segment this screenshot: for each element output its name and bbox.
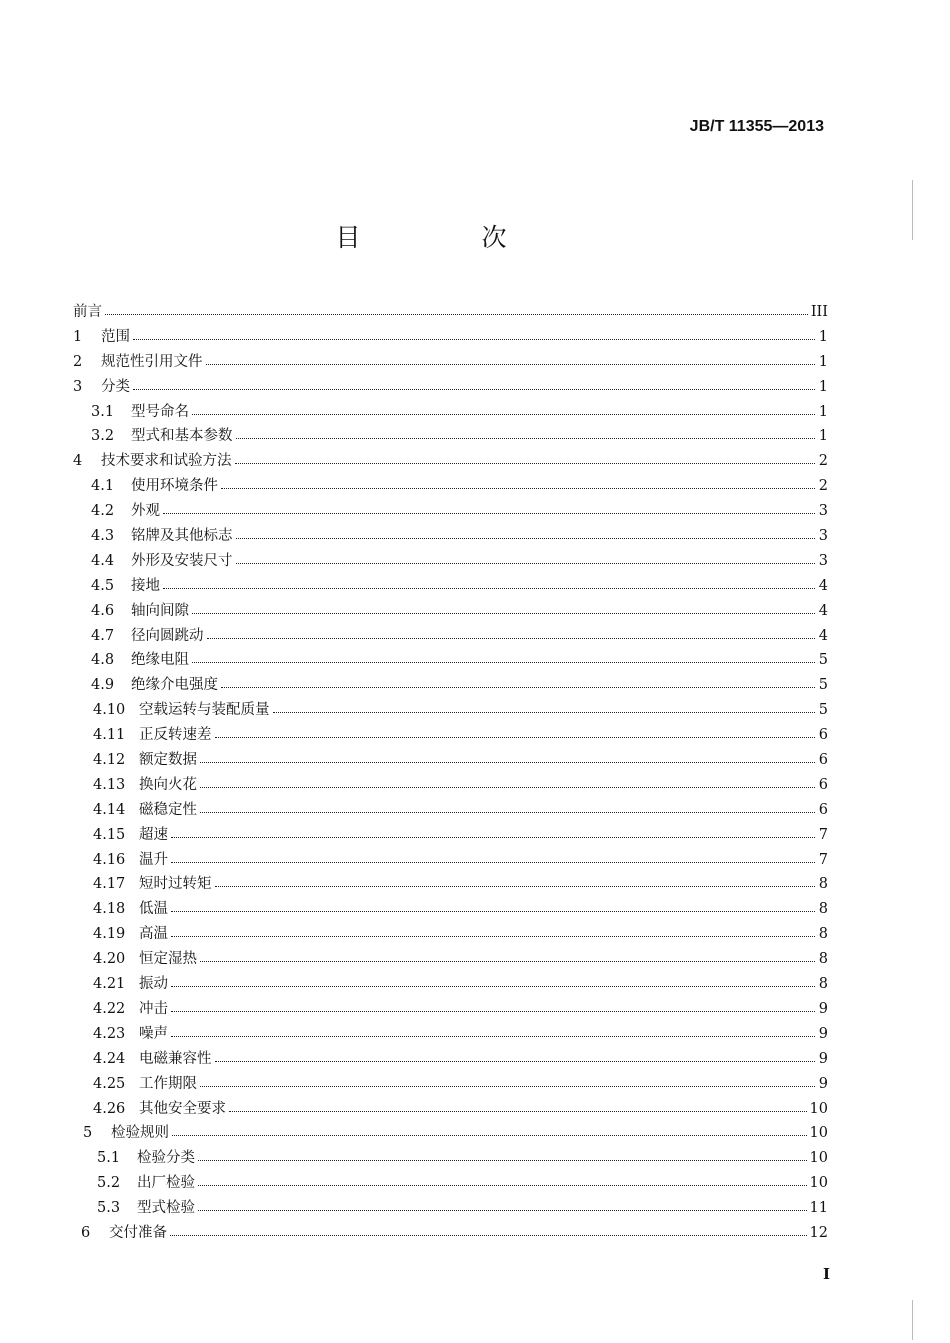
toc-entry-label: 恒定湿热 xyxy=(139,951,197,968)
toc-entry-number: 4.1 xyxy=(91,478,115,495)
toc-entry-page: 7 xyxy=(818,851,828,868)
toc-entry[interactable] xyxy=(73,545,828,570)
toc-leader-dots xyxy=(221,487,815,489)
toc-entry-label: 超速 xyxy=(139,826,168,843)
toc-entry-page: 6 xyxy=(818,776,828,793)
toc-leader-dots xyxy=(171,836,815,838)
toc-entry-label: 磁稳定性 xyxy=(139,801,197,818)
table-of-contents xyxy=(73,296,828,1242)
toc-entry-label: 电磁兼容性 xyxy=(139,1050,212,1067)
page-number: I xyxy=(822,1265,830,1283)
toc-entry-number: 5.2 xyxy=(97,1175,121,1192)
toc-entry-page: 12 xyxy=(809,1224,828,1241)
toc-entry[interactable] xyxy=(73,719,828,744)
toc-leader-dots xyxy=(198,1184,807,1186)
toc-entry-number: 3 xyxy=(73,378,83,395)
toc-entry-number: 5 xyxy=(83,1125,93,1142)
toc-entry-label: 铭牌及其他标志 xyxy=(131,528,233,545)
toc-entry[interactable] xyxy=(73,1142,828,1167)
toc-entry[interactable] xyxy=(73,868,828,893)
toc-leader-dots xyxy=(236,537,816,539)
toc-entry-number: 4.14 xyxy=(93,801,126,818)
toc-leader-dots xyxy=(198,1159,807,1161)
toc-entry-number: 4.12 xyxy=(93,752,126,769)
margin-mark xyxy=(912,180,913,240)
toc-entry-page: 6 xyxy=(818,727,828,744)
toc-entry[interactable] xyxy=(73,644,828,669)
toc-entry-number: 4.4 xyxy=(91,552,115,569)
toc-entry-number: 6 xyxy=(81,1224,91,1241)
toc-leader-dots xyxy=(206,363,816,365)
toc-leader-dots xyxy=(171,935,815,937)
toc-entry-page: 4 xyxy=(818,602,828,619)
toc-entry-label: 规范性引用文件 xyxy=(101,353,203,370)
toc-entry-page: 9 xyxy=(818,1075,828,1092)
toc-entry-label: 温升 xyxy=(139,851,168,868)
toc-entry-label: 接地 xyxy=(131,577,160,594)
toc-entry-label: 正反转速差 xyxy=(139,727,212,744)
toc-leader-dots xyxy=(170,1234,807,1236)
toc-leader-dots xyxy=(171,861,815,863)
toc-entry-page: 10 xyxy=(809,1150,828,1167)
toc-leader-dots xyxy=(171,1035,815,1037)
toc-entry-page: 3 xyxy=(818,528,828,545)
toc-entry-page: 3 xyxy=(818,552,828,569)
margin-mark xyxy=(912,1300,913,1340)
toc-entry-label: 使用环境条件 xyxy=(131,478,218,495)
toc-entry-page: 6 xyxy=(818,752,828,769)
toc-leader-dots xyxy=(235,462,816,464)
toc-leader-dots xyxy=(273,711,816,713)
toc-leader-dots xyxy=(163,512,815,514)
toc-entry-label: 分类 xyxy=(101,378,130,395)
toc-entry-page: III xyxy=(810,304,828,320)
toc-entry-label: 绝缘电阻 xyxy=(131,652,189,669)
page-title: 目 次 xyxy=(335,223,555,252)
toc-entry-page: 10 xyxy=(809,1125,828,1142)
toc-entry[interactable] xyxy=(73,1093,828,1118)
toc-leader-dots xyxy=(192,661,815,663)
toc-leader-dots xyxy=(198,1209,807,1211)
toc-entry[interactable] xyxy=(73,844,828,869)
toc-entry[interactable] xyxy=(73,420,828,445)
toc-leader-dots xyxy=(229,1110,807,1112)
toc-entry[interactable] xyxy=(73,371,828,396)
toc-entry-number: 4.23 xyxy=(93,1025,126,1042)
toc-entry-page: 7 xyxy=(818,826,828,843)
toc-entry-page: 6 xyxy=(818,801,828,818)
toc-leader-dots xyxy=(171,1010,815,1012)
toc-entry[interactable] xyxy=(73,769,828,794)
toc-entry-page: 2 xyxy=(818,478,828,495)
toc-leader-dots xyxy=(133,338,815,340)
toc-entry-label: 振动 xyxy=(139,976,168,993)
toc-leader-dots xyxy=(192,612,815,614)
toc-entry[interactable] xyxy=(73,396,828,421)
toc-entry[interactable] xyxy=(73,595,828,620)
toc-entry[interactable] xyxy=(73,495,828,520)
toc-entry-label: 型式和基本参数 xyxy=(131,428,233,445)
toc-entry-label: 外形及安装尺寸 xyxy=(131,552,233,569)
toc-entry[interactable] xyxy=(73,694,828,719)
toc-entry-page: 1 xyxy=(818,428,828,445)
toc-leader-dots xyxy=(172,1134,807,1136)
toc-leader-dots xyxy=(236,437,816,439)
toc-entry[interactable] xyxy=(73,943,828,968)
toc-entry[interactable] xyxy=(73,470,828,495)
toc-entry-number: 4.13 xyxy=(93,776,126,793)
toc-entry-number: 3.1 xyxy=(91,403,115,420)
toc-entry-number: 4.2 xyxy=(91,503,115,520)
toc-entry[interactable] xyxy=(73,918,828,943)
toc-leader-dots xyxy=(215,1060,816,1062)
toc-entry-number: 4.11 xyxy=(93,727,126,744)
toc-entry-label: 空载运转与装配质量 xyxy=(139,702,270,719)
toc-entry[interactable] xyxy=(73,819,828,844)
toc-entry[interactable] xyxy=(73,1018,828,1043)
toc-entry-page: 9 xyxy=(818,1050,828,1067)
toc-entry-page: 9 xyxy=(818,1025,828,1042)
toc-entry[interactable] xyxy=(73,794,828,819)
toc-entry-page: 5 xyxy=(818,677,828,694)
toc-entry-label: 范围 xyxy=(101,328,130,345)
toc-entry-label: 检验分类 xyxy=(137,1150,195,1167)
toc-entry-number: 5.1 xyxy=(97,1150,121,1167)
toc-entry-page: 10 xyxy=(809,1100,828,1117)
toc-entry-page: 10 xyxy=(809,1175,828,1192)
toc-entry[interactable] xyxy=(73,1217,828,1242)
toc-entry[interactable] xyxy=(73,1043,828,1068)
toc-entry-number: 5.3 xyxy=(97,1200,121,1217)
toc-entry-number: 4.17 xyxy=(93,876,126,893)
toc-entry-number: 4.3 xyxy=(91,528,115,545)
toc-entry-number: 4.26 xyxy=(93,1100,126,1117)
toc-entry[interactable] xyxy=(73,1192,828,1217)
toc-leader-dots xyxy=(105,313,808,315)
toc-entry-label: 外观 xyxy=(131,503,160,520)
toc-leader-dots xyxy=(200,786,815,788)
toc-entry[interactable] xyxy=(73,321,828,346)
toc-entry[interactable] xyxy=(73,1068,828,1093)
toc-entry-page: 9 xyxy=(818,1000,828,1017)
toc-entry-number: 4.24 xyxy=(93,1050,126,1067)
toc-leader-dots xyxy=(192,413,815,415)
toc-entry[interactable] xyxy=(73,1167,828,1192)
toc-entry-label: 型式检验 xyxy=(137,1200,195,1217)
toc-leader-dots xyxy=(207,637,816,639)
toc-entry-label: 冲击 xyxy=(139,1000,168,1017)
toc-leader-dots xyxy=(215,885,816,887)
toc-entry[interactable] xyxy=(73,893,828,918)
toc-leader-dots xyxy=(133,388,815,390)
toc-entry-number: 2 xyxy=(73,353,83,370)
toc-entry-number: 4.8 xyxy=(91,652,115,669)
toc-leader-dots xyxy=(200,811,815,813)
toc-entry-number: 4.20 xyxy=(93,951,126,968)
standard-code: JB/T 11355—2013 xyxy=(689,118,824,135)
toc-entry-number: 4.19 xyxy=(93,926,126,943)
toc-entry-number: 4.18 xyxy=(93,901,126,918)
toc-entry[interactable] xyxy=(73,993,828,1018)
toc-entry-label: 轴向间隙 xyxy=(131,602,189,619)
toc-entry[interactable] xyxy=(73,968,828,993)
toc-entry-page: 8 xyxy=(818,951,828,968)
toc-entry-page: 8 xyxy=(818,976,828,993)
toc-leader-dots xyxy=(236,562,816,564)
toc-leader-dots xyxy=(215,736,816,738)
toc-entry-number: 4.25 xyxy=(93,1075,126,1092)
toc-entry-label: 噪声 xyxy=(139,1025,168,1042)
toc-entry-page: 11 xyxy=(809,1200,828,1217)
toc-leader-dots xyxy=(171,910,815,912)
toc-entry[interactable] xyxy=(73,346,828,371)
toc-entry[interactable] xyxy=(73,620,828,645)
toc-entry[interactable] xyxy=(73,570,828,595)
toc-entry[interactable] xyxy=(73,296,828,321)
toc-leader-dots xyxy=(200,761,815,763)
toc-entry-label: 检验规则 xyxy=(111,1125,169,1142)
toc-entry-number: 4.15 xyxy=(93,826,126,843)
toc-entry-label: 型号命名 xyxy=(131,403,189,420)
toc-entry-number: 4.22 xyxy=(93,1000,126,1017)
toc-entry-number: 4.16 xyxy=(93,851,126,868)
toc-entry-number: 4.7 xyxy=(91,627,115,644)
toc-entry-page: 8 xyxy=(818,876,828,893)
toc-entry-page: 8 xyxy=(818,926,828,943)
toc-entry[interactable] xyxy=(73,744,828,769)
toc-entry-page: 8 xyxy=(818,901,828,918)
toc-entry-label: 径向圆跳动 xyxy=(131,627,204,644)
toc-entry-label: 低温 xyxy=(139,901,168,918)
toc-entry-page: 5 xyxy=(818,652,828,669)
toc-entry[interactable] xyxy=(73,520,828,545)
toc-entry[interactable] xyxy=(73,1117,828,1142)
toc-leader-dots xyxy=(221,686,815,688)
toc-entry-page: 1 xyxy=(818,328,828,345)
toc-entry-page: 4 xyxy=(818,627,828,644)
toc-entry-number: 4.5 xyxy=(91,577,115,594)
toc-entry-label: 交付准备 xyxy=(109,1224,167,1241)
toc-entry-page: 2 xyxy=(818,453,828,470)
toc-leader-dots xyxy=(171,985,815,987)
toc-entry-number: 4.9 xyxy=(91,677,115,694)
toc-entry-number: 4.21 xyxy=(93,976,126,993)
toc-entry-number: 1 xyxy=(73,328,83,345)
toc-entry-label: 前言 xyxy=(73,304,102,320)
toc-entry-page: 1 xyxy=(818,378,828,395)
toc-entry-label: 其他安全要求 xyxy=(139,1100,226,1117)
toc-entry-label: 技术要求和试验方法 xyxy=(101,453,232,470)
toc-entry-page: 5 xyxy=(818,702,828,719)
toc-entry-label: 出厂检验 xyxy=(137,1175,195,1192)
toc-entry-page: 1 xyxy=(818,403,828,420)
toc-entry-label: 短时过转矩 xyxy=(139,876,212,893)
toc-entry-label: 高温 xyxy=(139,926,168,943)
toc-entry-label: 工作期限 xyxy=(139,1075,197,1092)
toc-entry-page: 4 xyxy=(818,577,828,594)
toc-entry-label: 额定数据 xyxy=(139,752,197,769)
toc-entry-label: 换向火花 xyxy=(139,776,197,793)
toc-entry-page: 3 xyxy=(818,503,828,520)
toc-entry-page: 1 xyxy=(818,353,828,370)
toc-leader-dots xyxy=(200,960,815,962)
toc-entry-label: 绝缘介电强度 xyxy=(131,677,218,694)
toc-entry-number: 4.6 xyxy=(91,602,115,619)
toc-entry[interactable] xyxy=(73,669,828,694)
toc-entry-number: 4.10 xyxy=(93,702,126,719)
toc-entry[interactable] xyxy=(73,445,828,470)
toc-leader-dots xyxy=(163,587,815,589)
toc-leader-dots xyxy=(200,1085,815,1087)
toc-entry-number: 4 xyxy=(73,453,83,470)
toc-entry-number: 3.2 xyxy=(91,428,115,445)
